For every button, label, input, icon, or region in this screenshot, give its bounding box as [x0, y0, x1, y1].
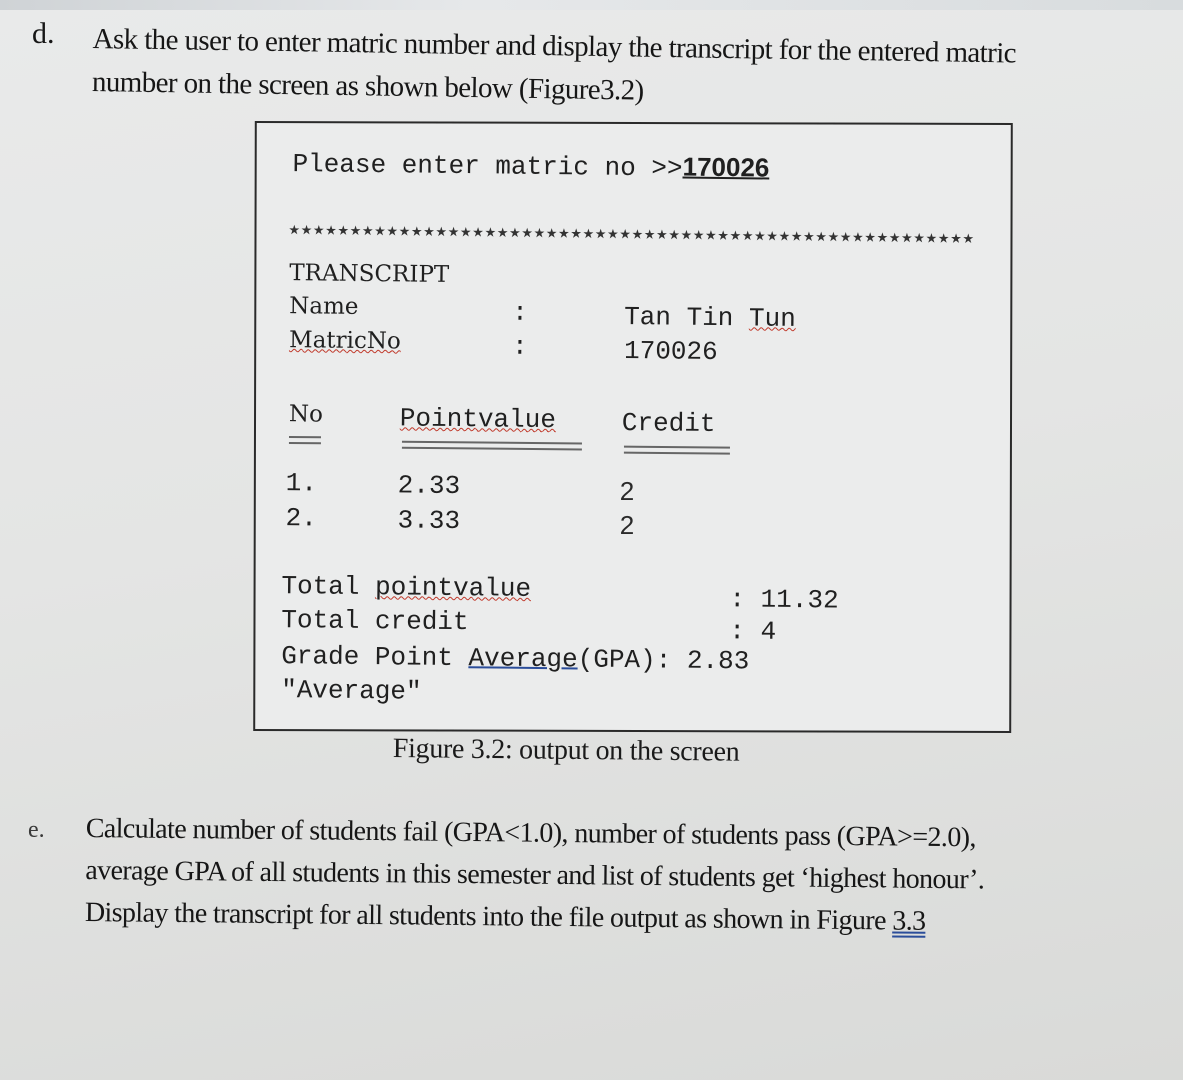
total-pointvalue-label	[281, 571, 531, 604]
question-e-line-2: average GPA of all students in this semester and list of students get ‘highest honour’.	[85, 854, 985, 896]
col-header-credit: Credit	[621, 407, 716, 440]
gpa-label-a: Grade Point	[281, 641, 469, 674]
matric-prompt-value: 170026	[682, 151, 770, 183]
row-1-no: 1.	[285, 468, 318, 499]
gpa-label-b: Average	[468, 643, 578, 675]
underline-credit	[624, 446, 730, 455]
gpa-label-c: (GPA):	[577, 644, 688, 676]
gpa-value: 2.83	[686, 645, 750, 677]
matric-colon: :	[511, 331, 528, 362]
question-e-line-1: Calculate number of students fail (GPA<1.0), number of students pass (GPA>=2.0),	[85, 812, 976, 854]
matric-prompt	[292, 147, 769, 184]
row-2-pointvalue: 3.33	[397, 505, 461, 537]
figure-caption: Figure 3.2: output on the screen	[392, 733, 740, 768]
top-edge	[0, 0, 1183, 10]
question-d-line-1: Ask the user to enter matric number and display the transcript for the entered matric	[92, 22, 1017, 70]
name-label: Name	[289, 293, 359, 320]
matric-value: 170026	[623, 335, 718, 368]
total-credit-value: : 4	[729, 616, 777, 647]
console-output-box	[253, 121, 1013, 733]
matric-prompt-text: Please enter matric no >>	[292, 149, 683, 184]
col-header-no: No	[288, 401, 324, 428]
name-value-first: Tan Tin	[623, 301, 750, 334]
question-d-letter: d.	[32, 17, 55, 50]
question-d-line-2: number on the screen as shown below (Figure3.2)	[91, 65, 644, 107]
row-1-credit: 2	[619, 475, 635, 507]
figure-reference: 3.3	[892, 905, 926, 937]
question-e-line-3-text: Display the transcript for all students into the file output as shown in Figure	[84, 896, 893, 937]
underline-no	[289, 436, 321, 444]
question-e-text	[85, 808, 1166, 945]
transcript-heading: TRANSCRIPT	[289, 260, 450, 288]
underline-pointvalue	[402, 441, 582, 451]
question-d-text	[92, 18, 1153, 121]
total-pointvalue-label-b: pointvalue	[374, 572, 532, 604]
gpa-remark: "Average"	[281, 675, 422, 707]
row-2-credit: 2	[619, 509, 635, 541]
col-header-pointvalue: Pointvalue	[399, 403, 557, 436]
total-credit-label: Total credit	[281, 605, 469, 638]
name-value	[624, 302, 796, 334]
row-2-no: 2.	[285, 503, 318, 534]
question-e-letter: e.	[28, 817, 45, 843]
total-pointvalue-label-a: Total	[281, 571, 376, 603]
gpa-line	[281, 641, 749, 676]
matric-label: MatricNo	[288, 327, 401, 355]
total-pointvalue-value: : 11.32	[729, 584, 839, 616]
name-value-last: Tun	[748, 303, 796, 334]
name-colon: :	[511, 297, 528, 328]
star-divider: ★★★★★★★★★★★★★★★★★★★★★★★★★★★★★★★★★★★★★★★★★★★★★★★★★★★★★★★★	[288, 223, 975, 248]
row-1-pointvalue: 2.33	[397, 470, 461, 502]
